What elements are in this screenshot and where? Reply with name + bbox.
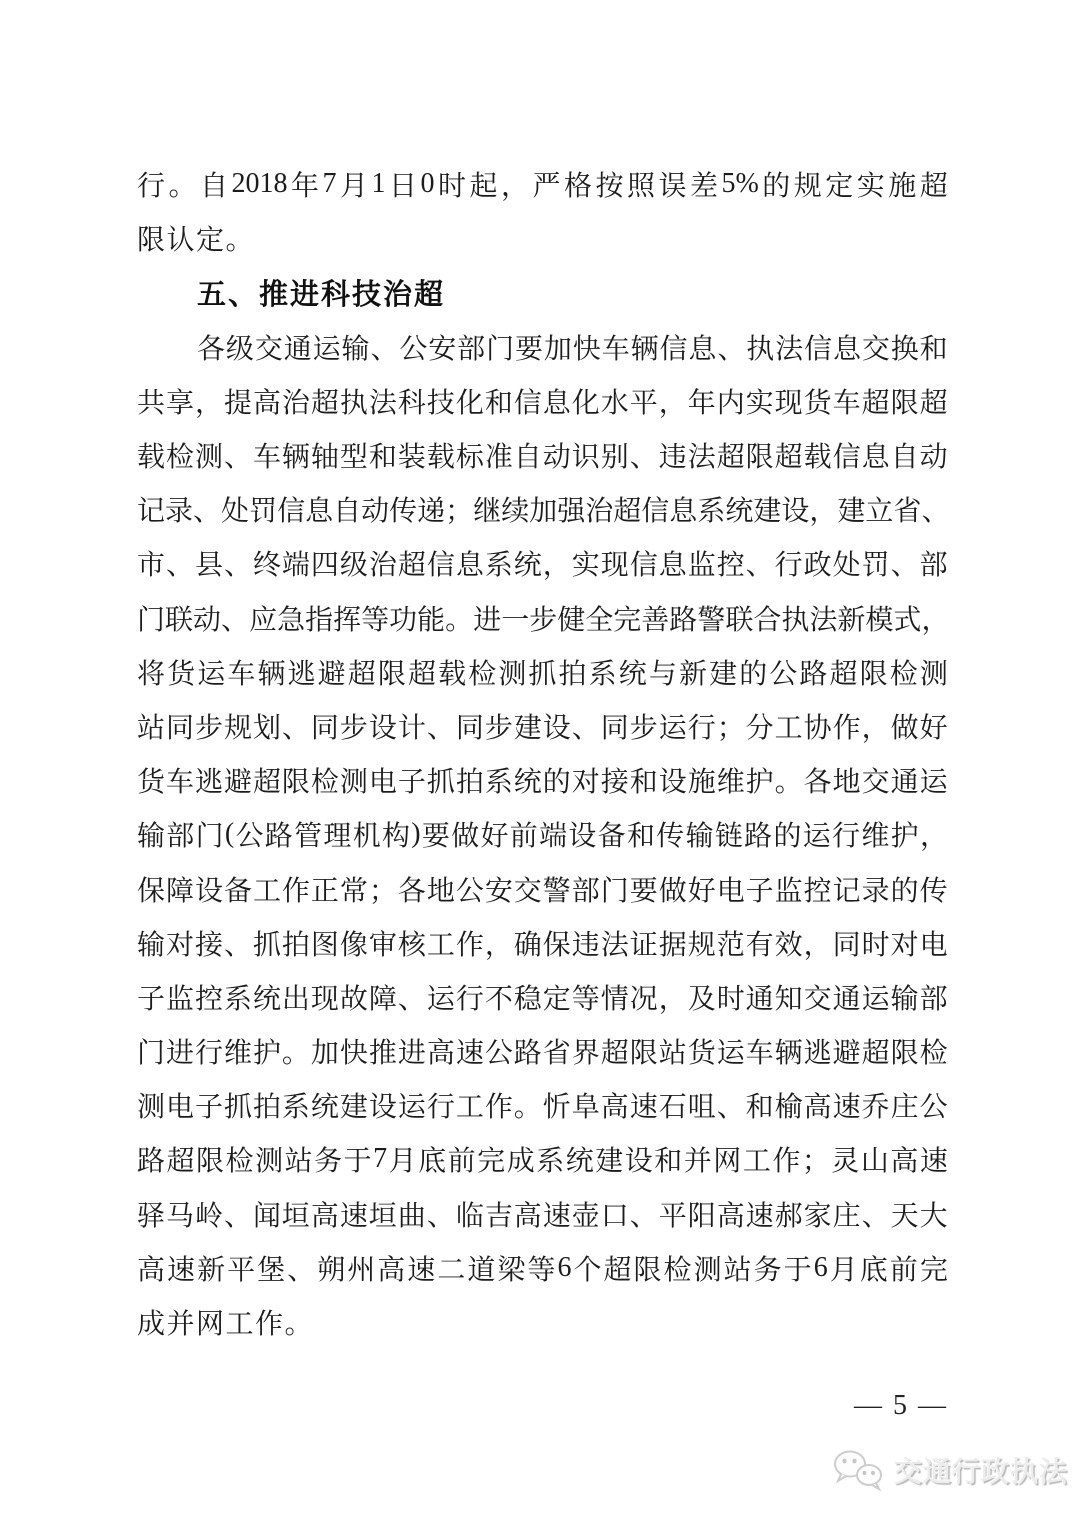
text-line: 记 录 、 处 罚 信 息 自 动 传 递 ； 继 续 加 强 治 超 信 息 系 统 建 设 ， 建 立 省 、 — [137, 496, 950, 528]
text-line: 载 检 测 、 车 辆 轴 型 和 装 载 标 准 自 动 识 别 、 违 法 超 限 超 载 信 息 自 动 — [137, 442, 948, 474]
text-line: 子 监 控 系 统 出 现 故 障 、 运 行 不 稳 定 等 情 况 ， 及 时 通 知 交 通 运 输 部 — [137, 983, 948, 1015]
wechat-icon — [831, 1448, 885, 1492]
text-line: 输 对 接 、 抓 拍 图 像 审 核 工 作 ， 确 保 违 法 证 据 规 范 有 效 ， 同 时 对 电 — [137, 929, 948, 961]
text-line: 驿 马 岭 、 闻 垣 高 速 垣 曲 、 临 吉 高 速 壶 口 、 平 阳 高 速 郝 家 庄 、 天 大 — [137, 1200, 948, 1232]
text-line: 高 速 新 平 堡 、 朔 州 高 速 二 道 梁 等 6 个 超 限 检 测 站 务 于 6 月 底 前 完 — [137, 1251, 948, 1286]
text-line: 测 电 子 抓 拍 系 统 建 设 运 行 工 作 。 忻 阜 高 速 石 咀 、 和 榆 高 速 乔 庄 公 — [137, 1092, 948, 1124]
section-heading: 五、推进科技治超 — [197, 278, 446, 311]
text-line: 共 享 ， 提 高 治 超 执 法 科 技 化 和 信 息 化 水 平 ， 年 内 实 现 货 车 超 限 超 — [137, 387, 948, 419]
text-line: 输 部 门 ( 公 路 管 理 机 构 ) 要 做 好 前 端 设 备 和 传 输 链 路 的 运 行 维 护 ， — [137, 818, 948, 853]
text-line: 行 。 自 2018 年 7 月 1 日 0 时 起 ， 严 格 按 照 误 差 5% 的 规 定 实 施 超 — [137, 168, 948, 203]
text-line: 门 进 行 维 护 。 加 快 推 进 高 速 公 路 省 界 超 限 站 货 运 车 辆 逃 避 超 限 检 — [137, 1038, 948, 1070]
text-line: 成并网工作。 — [137, 1309, 315, 1341]
text-line: 限认定。 — [137, 225, 256, 257]
text-line: 保 障 设 备 工 作 正 常 ； 各 地 公 安 交 警 部 门 要 做 好 电 子 监 控 记 录 的 传 — [137, 875, 948, 907]
text-line: 门 联 动 、 应 急 指 挥 等 功 能 。 进 一 步 健 全 完 善 路 警 联 合 执 法 新 模 式 ， — [137, 604, 950, 636]
text-line: 路 超 限 检 测 站 务 于 7 月 底 前 完 成 系 统 建 设 和 并 网 工 作 ； 灵 山 高 速 — [137, 1143, 948, 1178]
text-line: 站 同 步 规 划 、 同 步 设 计 、 同 步 建 设 、 同 步 运 行 ； 分 工 协 作 ， 做 好 — [137, 712, 948, 744]
text-line: 货 车 逃 避 超 限 检 测 电 子 抓 拍 系 统 的 对 接 和 设 施 维 护 。 各 地 交 通 运 — [137, 767, 948, 799]
text-line: 市 、 县 、 终 端 四 级 治 超 信 息 系 统 ， 实 现 信 息 监 控 、 行 政 处 罚 、 部 — [137, 550, 948, 582]
text-line: 将 货 运 车 辆 逃 避 超 限 超 载 检 测 抓 拍 系 统 与 新 建 的 公 路 超 限 检 测 — [137, 658, 948, 690]
document-body — [137, 157, 948, 1349]
text-line: 各 级 交 通 运 输 、 公 安 部 门 要 加 快 车 辆 信 息 、 执 法 信 息 交 换 和 — [197, 333, 948, 365]
watermark — [831, 1448, 1068, 1492]
watermark-label: 交通行政执法 — [894, 1456, 1069, 1487]
page-number: — 5 — — [854, 1390, 948, 1421]
